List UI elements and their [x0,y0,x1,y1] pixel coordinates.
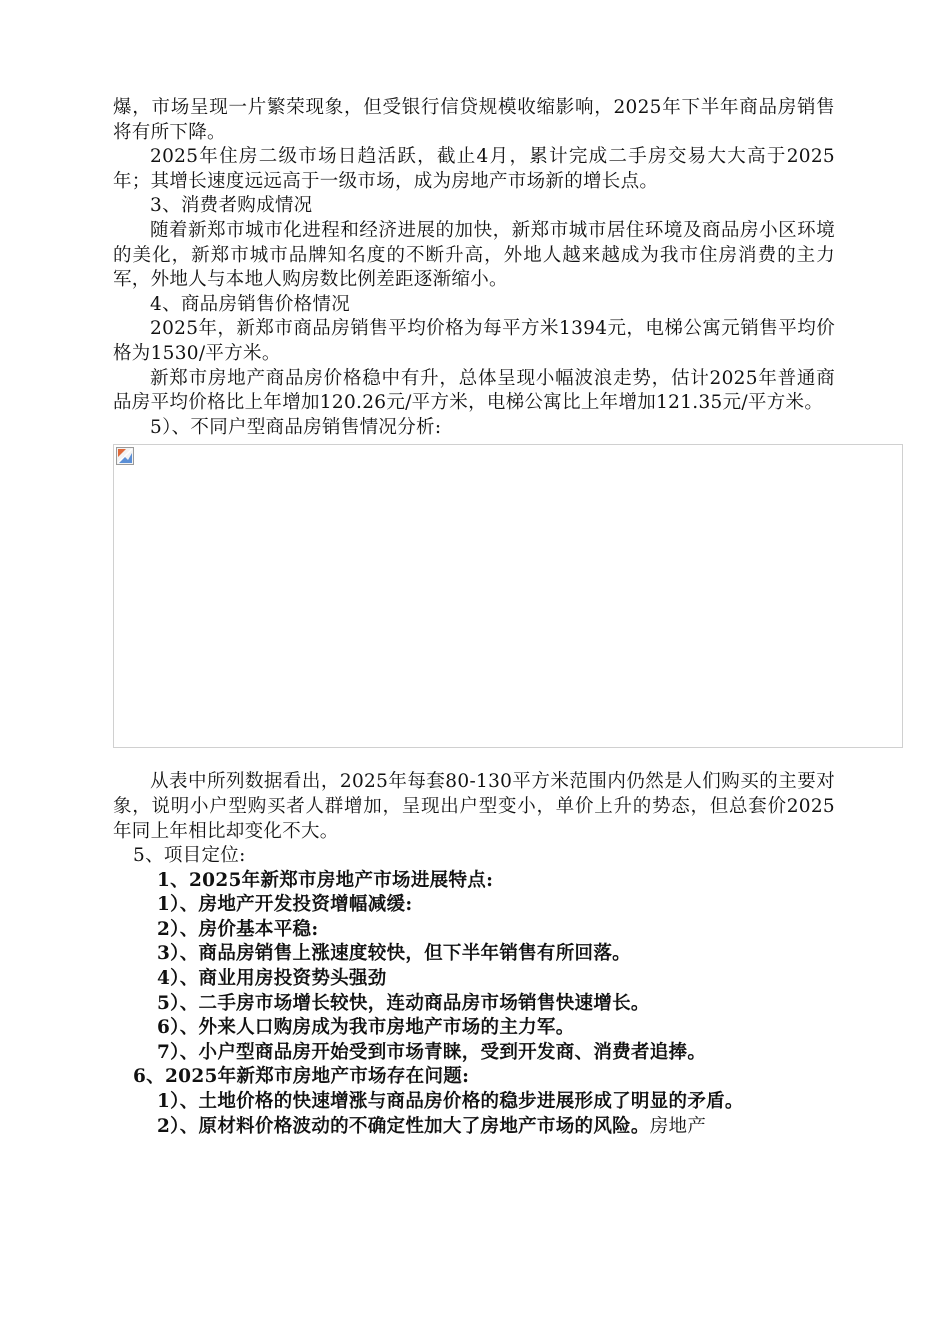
paragraph: 随着新郑市城市化进程和经济进展的加快，新郑市城市居住环境及商品房小区环境的美化，新郑市城市品牌知名度的不断升高，外地人越来越成为我市住房消费的主力军，外地人与本地人购房数比例差距逐渐缩小。 [113,219,835,291]
paragraph: 2025年，新郑市商品房销售平均价格为每平方米1394元，电梯公寓元销售平均价格为1530/平方米。 [113,318,835,364]
list-item: 3）、商品房销售上涨速度较快，但下半年销售有所回落。 [157,943,631,965]
list-item: 1）、房地产开发投资增幅减缓: [157,894,413,916]
list-item-tail: 房地产 [649,1115,707,1137]
list-item: 4）、商业用房投资势头强劲 [157,968,387,990]
section-heading: 5）、不同户型商品房销售情况分析: [150,416,442,438]
subsection-heading: 6、2025年新郑市房地产市场存在问题: [133,1066,470,1088]
paragraph: 新郑市房地产商品房价格稳中有升，总体呈现小幅波浪走势，估计2025年普通商品房平均价格比上年增加120.26元/平方米，电梯公寓比上年增加121.35元/平方米。 [113,367,835,414]
list-item [113,1115,835,1140]
section-heading: 5、项目定位: [133,845,246,867]
list-item: 6）、外来人口购房成为我市房地产市场的主力军。 [157,1017,575,1039]
broken-image-icon [116,447,134,465]
paragraph: 爆，市场呈现一片繁荣现象，但受银行信贷规模收缩影响，2025年下半年商品房销售将有所下降。 [113,97,835,143]
paragraph: 从表中所列数据看出，2025年每套80-130平方米范围内仍然是人们购买的主要对象，说明小户型购买者人群增加，呈现出户型变小，单价上升的势态，但总套价2025年同上年相比却变化不大。 [113,771,835,842]
list-item: 2）、房价基本平稳: [157,918,319,940]
image-placeholder [113,444,903,748]
section-heading: 3、消费者购成情况 [150,195,313,217]
document-page [113,96,835,1139]
section-heading: 4、商品房销售价格情况 [150,293,351,315]
list-item: 7）、小户型商品房开始受到市场青睐，受到开发商、消费者追捧。 [157,1041,707,1063]
list-item-bold: 2）、原材料价格波动的不确定性加大了房地产市场的风险。 [157,1115,650,1137]
list-item: 1）、土地价格的快速增涨与商品房价格的稳步进展形成了明显的矛盾。 [157,1091,744,1113]
subsection-heading: 1、2025年新郑市房地产市场进展特点: [157,869,494,891]
paragraph: 2025年住房二级市场日趋活跃，截止4月，累计完成二手房交易大大高于2025年；其增长速度远远高于一级市场，成为房地产市场新的增长点。 [113,146,835,192]
list-item: 5）、二手房市场增长较快，连动商品房市场销售快速增长。 [157,992,650,1014]
